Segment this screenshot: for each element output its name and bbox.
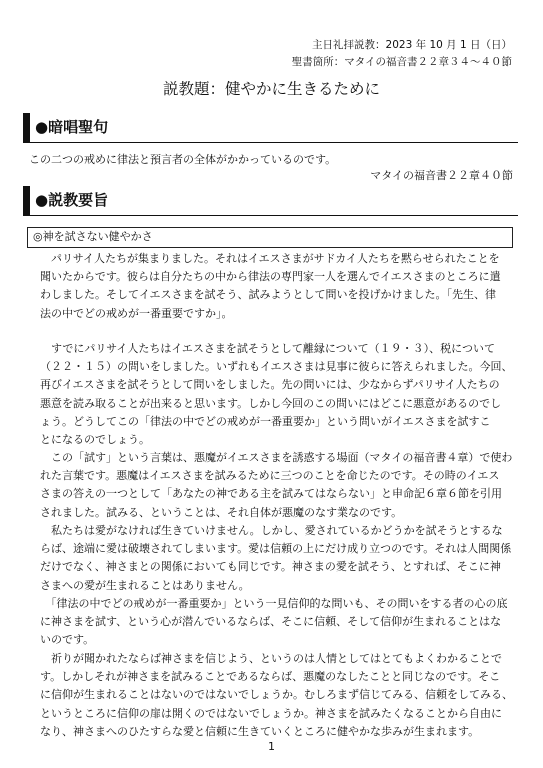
paragraph-line: されました。試みる、ということは、それ自体が悪魔のなす業なのです。 xyxy=(40,505,403,519)
paragraph-line: 聞いたからです。彼らは自分たちの中から律法の専門家一人を選んでイエスさまのところに遣 xyxy=(40,270,501,284)
memory-verse-heading xyxy=(23,113,518,143)
paragraph-line: なり、神さまへのひたすらな愛と信頼に生きていくところに健やかな歩みが生まれます。 xyxy=(40,724,480,738)
paragraph-line: れた言葉です。悪魔はイエスさまを試みるために三つのことを命じたのです。その時のイエス xyxy=(40,469,500,483)
paragraph-6 xyxy=(29,650,515,741)
paragraph-line: 私たちは愛がなければ生きていけません。しかし、愛されているかどうかを試そうとするな xyxy=(40,524,503,537)
paragraph-line: だけでなく、神さまとの関係においても同じです。神さまの愛を試そう、とすれば、そこに神 xyxy=(40,560,501,574)
paragraph-line: さまの答えの一つとして「あなたの神である主を試みてはならない」と申命記６章６節を引用 xyxy=(40,487,502,501)
paragraph-line: らば、途端に愛は破壊されてしまいます。愛は信頼の上にだけ成り立つのです。それは人間関係 xyxy=(40,542,512,556)
summary-heading xyxy=(23,186,518,216)
paragraph-line: 再びイエスさまを試そうとして問いをしました。先の問いには、少なからずパリサイ人たちの xyxy=(40,378,500,392)
paragraph-line: 法の中でどの戒めが一番重要ですか」。 xyxy=(40,306,233,320)
service-date: 主日礼拝説教：2023 年 10 月 1 日（日） xyxy=(312,39,512,51)
paragraph-1 xyxy=(29,250,515,323)
paragraph-2 xyxy=(29,340,515,449)
paragraph-line: パリサイ人たちが集まりました。それはイエスさまがサドカイ人たちを黙らせられたことを xyxy=(40,252,500,265)
paragraph-line: というところに信仰の扉は開くのではないでしょうか。神さまを試みたくなることから自由に xyxy=(40,706,502,720)
scripture-reference: 聖書箇所：マタイの福音書２２章３４～４０節 xyxy=(291,56,512,68)
paragraph-line: に信仰が生まれることはないのではないでしょうか。むしろまず信じてみる、信頼をしてみる、 xyxy=(40,688,513,702)
paragraph-line: 祈りが聞かれたならば神さまを信じよう、というのは人情としてはとてもよくわかることで xyxy=(40,652,502,665)
paragraph-3 xyxy=(29,449,515,522)
memory-verse-reference: マタイの福音書２２章４０節 xyxy=(370,169,513,182)
paragraph-5 xyxy=(29,595,515,650)
paragraph-line: 「律法の中でどの戒めが一番重要か」という一見信仰的な問いも、その問いをする者の心の底 xyxy=(40,597,508,610)
paragraph-line: 悪意を読み取ることが出来ると思います。しかし今回のこの問いにはどこに悪意があるのでし xyxy=(40,396,502,410)
paragraph-line: とになるのでしょう。 xyxy=(40,433,150,447)
paragraph-4 xyxy=(29,522,515,595)
paragraph-line: わしました。そしてイエスさまを試そう、試みようとして問いを投げかけました。「先生、律 xyxy=(40,288,497,302)
paragraph-line: すでにパリサイ人たちはイエスさまを試そうとして離縁について（１９・３）、税について xyxy=(40,342,495,355)
sermon-title: 説教題：健やかに生きるために xyxy=(162,80,380,98)
paragraph-line: ょう。どうしてこの「律法の中でどの戒めが一番重要か」という問いがイエスさまを試すこ xyxy=(40,414,491,428)
memory-verse-heading-text: ●暗唱聖句 xyxy=(35,118,109,136)
memory-verse-text: この二つの戒めに律法と預言者の全体がかかっているのです。 xyxy=(29,153,337,166)
paragraph-line: （２２・１５）の問いをしました。いずれもイエスさまは見事に彼らに答えられました。今回、 xyxy=(40,360,513,374)
paragraph-line: この「試す」という言葉は、悪魔がイエスさまを誘惑する場面（マタイの福音書４章）で使わ xyxy=(40,451,513,464)
paragraph-line: さまへの愛が生まれることはありません。 xyxy=(40,578,250,592)
page-number: 1 xyxy=(268,740,275,753)
paragraph-line: いのです。 xyxy=(40,633,95,647)
paragraph-line: す。しかしそれが神さまを試みることであるならば、悪魔のなしたことと同じなのです。そこ xyxy=(40,670,501,684)
paragraph-line: に神さまを試す、という心が潜んでいるならば、そこに信頼、そして信仰が生まれることはな xyxy=(40,615,502,629)
summary-heading-text: ●説教要旨 xyxy=(35,191,109,209)
summary-subheading: ◎神を試さない健やかさ xyxy=(33,230,153,243)
